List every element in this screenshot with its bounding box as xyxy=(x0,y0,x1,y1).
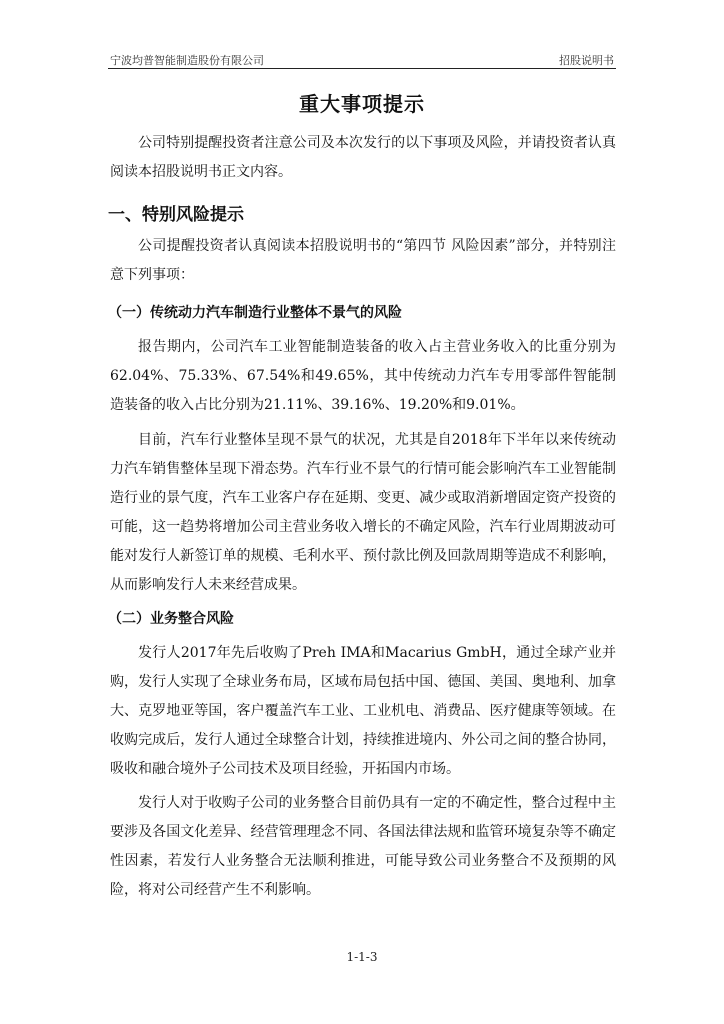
section1-heading: 一、特别风险提示 xyxy=(108,205,244,225)
page-number: 1-1-3 xyxy=(346,950,378,964)
section1-intro-paragraph: 公司提醒投资者认真阅读本招股说明书的“第四节 风险因素”部分，并特别注意下列事项： xyxy=(110,238,616,283)
header-doc-type: 招股说明书 xyxy=(559,54,614,67)
subsection2-heading: （二）业务整合风险 xyxy=(108,611,234,627)
subsection1-heading: （一）传统动力汽车制造行业整体不景气的风险 xyxy=(108,305,402,321)
subsection1-paragraph-1: 报告期内，公司汽车工业智能制造装备的收入占主营业务收入的比重分别为62.04%、75.33%、67.54%和49.65%，其中传统动力汽车专用零部件智能制造装备的收入占比分别为21.11%、39.16%、19.20%和9.01%。 xyxy=(110,339,616,413)
subsection2-paragraph-1: 发行人2017年先后收购了Preh IMA和Macarius GmbH，通过全球产业并购，发行人实现了全球业务布局，区域布局包括中国、德国、美国、奥地利、加拿大、克罗地亚等国，客户覆盖汽车工业、工业机电、消费品、医疗健康等领域。在收购完成后，发行人通过全球整合计划，持续推进境内、外公司之间的整合协同，吸收和融合境外子公司技术及项目经验，开拓国内市场。 xyxy=(110,645,616,777)
subsection1-paragraph-2: 目前，汽车行业整体呈现不景气的状况，尤其是自2018年下半年以来传统动力汽车销售整体呈现下滑态势。汽车行业不景气的行情可能会影响汽车工业智能制造行业的景气度，汽车工业客户存在延期、变更、减少或取消新增固定资产投资的可能，这一趋势将增加公司主营业务收入增长的不确定风险，汽车行业周期波动可能对发行人新签订单的规模、毛利水平、预付款比例及回款周期等造成不利影响，从而影响发行人未来经营成果。 xyxy=(110,432,616,593)
header-company-name: 宁波均普智能制造股份有限公司 xyxy=(110,54,264,67)
subsection2-paragraph-2: 发行人对于收购子公司的业务整合目前仍具有一定的不确定性，整合过程中主要涉及各国文化差异、经营管理理念不同、各国法律法规和监管环境复杂等不确定性因素，若发行人业务整合无法顺利推进，可能导致公司业务整合不及预期的风险，将对公司经营产生不利影响。 xyxy=(110,795,616,898)
page-title: 重大事项提示 xyxy=(299,92,425,116)
page-header xyxy=(108,50,616,69)
intro-paragraph: 公司特别提醒投资者注意公司及本次发行的以下事项及风险，并请投资者认真阅读本招股说明书正文内容。 xyxy=(110,135,616,180)
